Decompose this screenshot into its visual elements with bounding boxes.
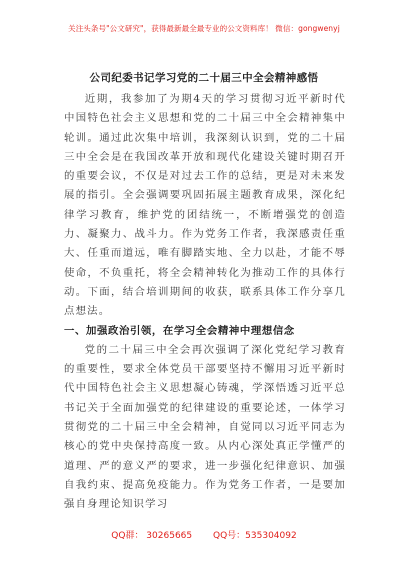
- promo-banner: 关注头条号"公文研究"，获得最新最全最专业的公文资料库！ 微信：gongwenyj: [68, 24, 340, 33]
- qq-number-label: QQ号：535304092: [213, 531, 297, 541]
- intro-paragraph: 近期，我参加了为期4天的学习贯彻习近平新时代中国特色社会主义思想和党的二十届三中全会精神集中轮训。通过此次集中培训，我深刻认识到，党的二十届三中全会是在我国改革开放和现代化建设关键时期召开的重要会议，不仅是对过去工作的总结，更是对未来发展的指引。全会强调要巩固拓展主题教育成果，深化纪律学习教育，维护党的团结统一，不断增强党的创造力、凝聚力、战斗力。作为党务工作者，我深感责任重大、任重而道远，唯有脚踏实地、全力以赴，才能不辱使命，不负重托，将全会精神转化为推动工作的具体行动。下面，结合培训期间的收获，联系具体工作分享几点想法。: [64, 93, 346, 318]
- qq-group-label: QQ群： 30265665: [111, 531, 193, 541]
- section-heading: 一、加强政治引领，在学习全会精神中理想信念: [64, 324, 295, 337]
- contact-footer: [0, 528, 408, 541]
- document-body: [64, 90, 346, 515]
- section-paragraph: 党的二十届三中全会再次强调了深化党纪学习教育的重要性，要求全体党员干部要坚持不懈用习近平新时代中国特色社会主义思想凝心铸魂，学深悟透习近平总书记关于全面加强党的纪律建设的重要论述，一体学习贯彻党的二十届三中全会精神，自觉同以习近平同志为核心的党中央保持高度一致。从内心深处真正学懂严的道理、严的意义严的要求，进一步强化纪律意识、加强自我约束、提高免疫能力。作为党务工作者，一是要加强自身理论知识学习: [64, 343, 346, 511]
- document-title: 公司纪委书记学习党的二十届三中全会精神感悟: [89, 72, 319, 84]
